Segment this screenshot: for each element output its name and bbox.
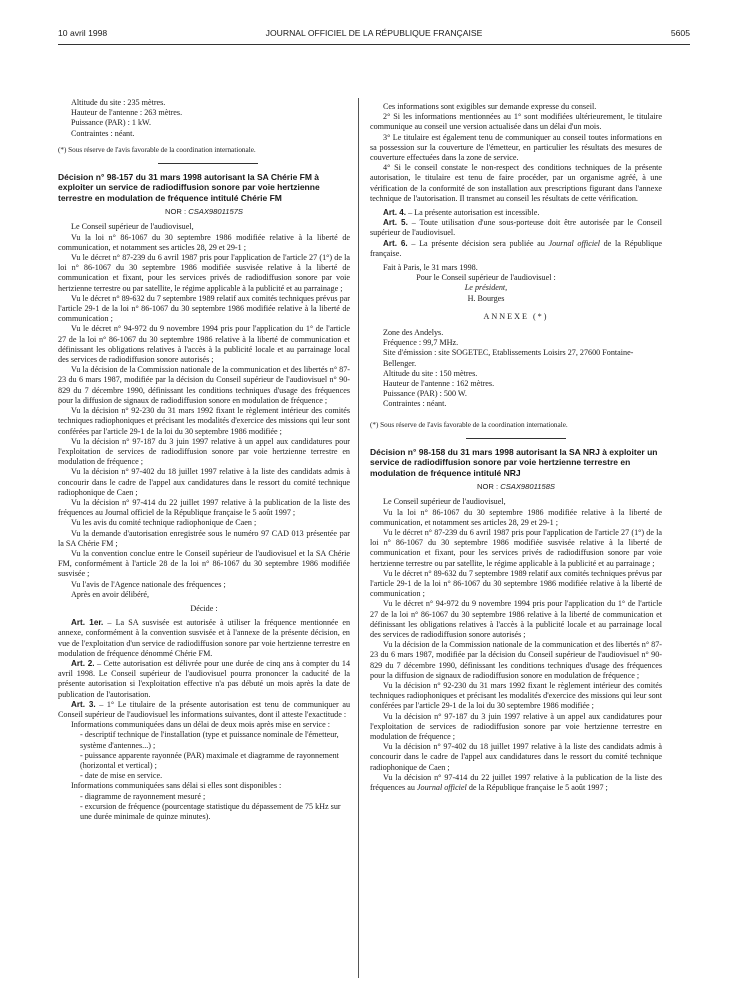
journal-name: Journal officiel (548, 238, 600, 248)
nor-code: CSAX9801158S (500, 482, 555, 492)
list-item: - puissance apparente rayonnée (PAR) maximale et diagramme de rayonnement (horizontal et vertical) ; (80, 750, 339, 770)
paragraph: Vu la décision n° 97-402 du 18 juillet 1997 relative à la liste des candidats admis à concourir dans le cadre de l'appel aux candidatures dans le ressort du comité technique radiophonique de Caen ; (370, 742, 662, 772)
paragraph: Vu le décret n° 87-239 du 6 avril 1987 pris pour l'application de l'article 27 (1°) de la loi n° 86-1067 du 30 septembre 1986 modifiée susvisée relative à la liberté de communication et fixant, pour les services privés de radiodiffusion sonore par voie hertzienne terrestre ou par satellite, le régime applicable à la publicité et au parrainage ; (370, 527, 662, 568)
paragraph: Vu l'avis de l'Agence nationale des fréquences ; (71, 579, 226, 589)
journal-title: JOURNAL OFFICIEL DE LA RÉPUBLIQUE FRANÇAISE (265, 28, 483, 38)
paragraph: 3° Le titulaire est également tenu de communiquer au conseil toutes informations en sa possession sur la couverture de l'émetteur, en particulier les résultats des mesures de couverture effectuées dans la zone de service. (370, 132, 662, 163)
footnote: (*) Sous réserve de l'avis favorable de la coordination internationale. (370, 420, 568, 429)
signature-place-date: Fait à Paris, le 31 mars 1998. (383, 263, 478, 273)
paragraph: Vu le décret n° 94-972 du 9 novembre 1994 pris pour l'application du 1° de l'article 27 de la loi n° 86-1067 du 30 septembre 1986 relative à la liberté de communication et définissant les obligations relatives à l'accès à la publicité locale et au parrainage local des services de radiodiffusion sonore autorisés ; (58, 324, 350, 365)
article-5 (370, 218, 662, 238)
annexe-heading: ANNEXE (*) (483, 311, 549, 321)
info-list (58, 730, 350, 781)
article-text: – La présente autorisation est incessible. (408, 208, 540, 218)
paragraph: Vu la décision n° 97-187 du 3 juin 1997 relative à un appel aux candidatures pour l'exploitation de services de radiodiffusion sonore par voie hertzienne terrestre en modulation de fréquence ; (58, 436, 350, 467)
paragraph: Vu le décret n° 89-632 du 7 septembre 1989 relatif aux comités techniques prévus par l'article 29-1 de la loi n° 86-1067 du 30 septembre 1986 modifiée relative à la liberté de communication ; (58, 293, 350, 324)
paragraph: Informations communiquées sans délai si elles sont disponibles : (71, 781, 282, 791)
annexe-line: Altitude du site : 150 mètres. (383, 368, 478, 378)
nor-label: NOR : (165, 207, 187, 217)
paragraph: Vu la décision n° 92-230 du 31 mars 1992 fixant le règlement intérieur des comités techniques radiophoniques et précisant les modalités d'exercice des missions qui leur sont conférées par l'article 29-1 de la loi du 30 septembre 1986 modifiée ; (58, 406, 350, 436)
paragraph: Vu la loi n° 86-1067 du 30 septembre 1986 modifiée relative à la liberté de communication, et notamment ses articles 28, 29 et 29-1 ; (370, 507, 662, 527)
paragraph: Vu la décision de la Commission nationale de la communication et des libertés n° 87-23 du 6 mars 1987, modifiée par la décision du Conseil supérieur de l'audiovisuel n° 90-829 du 7 décembre 1990, définissant les conditions techniques d'usage des fréquences pour la diffusion de signaux de radiodiffusion sonore en modulation de fréquence ; (58, 365, 350, 405)
annexe-line: Contraintes : néant. (383, 399, 447, 409)
annexe-line: Fréquence : 99,7 MHz. (383, 338, 459, 348)
paragraph: 2° Si les informations mentionnées au 1° sont modifiées ultérieurement, le titulaire communique au conseil une version actualisée dans un délai d'un mois. (370, 112, 662, 132)
paragraph: Le Conseil supérieur de l'audiovisuel, (71, 222, 194, 232)
paragraph: 4° Si le conseil constate le non-respect des conditions techniques de la présente autorisation, le titulaire est tenu de faire procéder, par un organisme agréé, à une vérification de la conformité de son installation aux prescriptions figurant dans l'annexe technique de l'autorisation. Il transmet au conseil les résultats de cette vérification. (370, 163, 662, 203)
site-info (58, 98, 350, 139)
paragraph: Vu le décret n° 87-239 du 6 avril 1987 pris pour l'application de l'article 27 (1°) de la loi n° 86-1067 du 30 septembre 1986 modifiée susvisée relative à la liberté de communication et fixant, pour les services privés de radiodiffusion sonore par voie hertzienne terrestre ou par satellite, le régime applicable à la publicité et au parrainage ; (58, 253, 350, 293)
issue-date: 10 avril 1998 (58, 28, 108, 38)
article-6 (370, 239, 662, 259)
article-text: – La SA susvisée est autorisée à utiliser la fréquence mentionnée en annexe, conformément à la convention susvisée et à l'annexe de la présente décision, en vue de l'exploitation d'un service de radiodiffusion sonore par voie hertzienne terrestre en modulation de fréquence dénommé Chérie FM. (58, 618, 351, 658)
nor-label: NOR : (477, 482, 499, 492)
paragraph: Vu la demande d'autorisation enregistrée sous le numéro 97 CAD 013 présentée par la SA Chérie FM ; (58, 528, 350, 548)
article-4 (370, 208, 662, 218)
site-line: Puissance (PAR) : 1 kW. (71, 118, 151, 128)
decide-heading: Décide : (190, 603, 218, 613)
info-list (58, 792, 350, 823)
decision-title: Décision n° 98-158 du 31 mars 1998 autorisant la SA NRJ à exploiter un service de radiodiffusion sonore par voie hertzienne terrestre en modulation de fréquence intitulé NRJ (370, 446, 658, 478)
article-text: de la République française. (370, 238, 662, 258)
site-line: Contraintes : néant. (71, 128, 135, 138)
paragraph: Vu la décision n° 97-402 du 18 juillet 1997 relative à la liste des candidats admis à concourir dans le cadre de l'appel aux candidatures dans le ressort du comité technique radiophonique de Caen ; (58, 467, 350, 497)
article-label: Art. 2. (71, 658, 95, 668)
page-header (58, 28, 690, 42)
article-2 (58, 659, 350, 700)
article-text: – La présente décision sera publiée au (411, 238, 549, 248)
paragraph: Vu la loi n° 86-1067 du 30 septembre 1986 modifiée relative à la liberté de communication, et notamment ses articles 28, 29 et 29-1 ; (58, 232, 350, 252)
footnote: (*) Sous réserve de l'avis favorable de la coordination internationale. (58, 145, 256, 154)
site-line: Hauteur de l'antenne : 263 mètres. (71, 108, 183, 118)
paragraph-text: Vu la décision n° 97-414 du 22 juillet 1997 relative à la publication de la liste des fréquences au (370, 772, 662, 792)
list-item: - excursion de fréquence (pourcentage statistique du dépassement de 75 kHz sur une durée minimale de quinze minutes). (80, 801, 341, 822)
annexe-details (370, 328, 662, 410)
list-item: - diagramme de rayonnement mesuré ; (80, 791, 206, 801)
article-3 (58, 700, 350, 720)
paragraph-text: de la République française le 5 août 1997 ; (466, 783, 608, 792)
article-label: Art. 1er. (71, 618, 104, 628)
article-label: Art. 4. (383, 208, 407, 218)
left-column (58, 98, 350, 822)
signature-for: Pour le Conseil supérieur de l'audiovisuel : (416, 273, 556, 283)
annexe-line: Hauteur de l'antenne : 162 mètres. (383, 379, 495, 389)
signature-name: H. Bourges (467, 293, 505, 303)
decision-title: Décision n° 98-157 du 31 mars 1998 autorisant la SA Chérie FM à exploiter un service de radiodiffusion sonore par voie hertzienne terrestre en modulation de fréquence intitulé Chérie FM (58, 172, 320, 203)
signature-block (370, 273, 662, 304)
paragraph: Vu la décision de la Commission nationale de la communication et des libertés n° 87-23 du 6 mars 1987, modifiée par la décision du Conseil supérieur de l'audiovisuel n° 90-829 du 7 décembre 1990, définissant les conditions techniques d'usage des fréquences pour la diffusion de signaux de radiodiffusion sonore en modulation de fréquence ; (370, 640, 662, 680)
article-text: – Toute utilisation d'une sous-porteuse doit être autorisée par le Conseil supérieur de l'audiovisuel. (370, 218, 663, 238)
header-rule (58, 44, 690, 45)
separator-rule (466, 438, 566, 439)
paragraph: Vu la décision n° 97-414 du 22 juillet 1997 relative à la publication de la liste des fréquences au Journal officiel de la République française le 5 août 1997 ; (58, 497, 350, 518)
separator-rule (158, 163, 258, 164)
paragraph: Vu la convention conclue entre le Conseil supérieur de l'audiovisuel et la SA Chérie FM, conformément à l'article 28 de la loi n° 86-1067 du 30 septembre 1986 modifiée susvisée ; (58, 548, 350, 579)
column-divider (358, 98, 359, 978)
annexe-line: Site d'émission : site SOGETEC, Etablissements Loisirs 27, 27600 Fontaine-Bellenger. (383, 348, 634, 368)
paragraph: Vu la décision n° 92-230 du 31 mars 1992 fixant le règlement intérieur des comités techniques radiophoniques et précisant les modalités d'exercice des missions qui leur sont conférées par l'article 29-1 de la loi du 30 septembre 1986 modifiée ; (370, 680, 662, 711)
page-number: 5605 (670, 28, 690, 38)
nor-code: CSAX9801157S (188, 207, 243, 217)
paragraph: Le Conseil supérieur de l'audiovisuel, (383, 497, 506, 507)
paragraph: Informations communiquées dans un délai de deux mois après mise en service : (71, 720, 331, 730)
paragraph: Vu les avis du comité technique radiophonique de Caen ; (71, 518, 257, 528)
paragraph: Vu le décret n° 94-972 du 9 novembre 1994 pris pour l'application du 1° de l'article 27 de la loi n° 86-1067 du 30 septembre 1986 relative à la liberté de communication et définissant les obligations relatives à l'accès à la publicité locale et au parrainage local des services de radiodiffusion sonore autorisés ; (370, 599, 662, 639)
article-label: Art. 3. (71, 699, 96, 709)
article-text: – Cette autorisation est délivrée pour une durée de cinq ans à compter du 14 avril 1998. Le Conseil supérieur de l'audiovisuel pourra prononcer la caducité de la présente autorisation si l'exploitation effective n'a pas débuté un mois après la date de publication de l'autorisation. (58, 658, 351, 699)
article-label: Art. 6. (383, 238, 408, 248)
article-1 (58, 618, 350, 659)
article-label: Art. 5. (383, 218, 408, 228)
paragraph: Vu la décision n° 97-187 du 3 juin 1997 relative à un appel aux candidatures pour l'exploitation de services de radiodiffusion sonore par voie hertzienne terrestre en modulation de fréquence ; (370, 711, 662, 741)
nor-reference (370, 482, 662, 492)
right-column (370, 102, 662, 793)
paragraph: Ces informations sont exigibles sur demande expresse du conseil. (383, 102, 597, 111)
paragraph: Après en avoir délibéré, (71, 589, 150, 599)
annexe-line: Puissance (PAR) : 500 W. (383, 389, 467, 399)
signature-role: Le président, (464, 283, 508, 293)
nor-reference (58, 207, 350, 217)
site-line: Altitude du site : 235 mètres. (71, 98, 166, 107)
list-item: - date de mise en service. (80, 771, 163, 781)
paragraph: Vu le décret n° 89-632 du 7 septembre 1989 relatif aux comités techniques prévus par l'article 29-1 de la loi n° 86-1067 du 30 septembre 1986 modifiée relative à la liberté de communication ; (370, 568, 662, 599)
paragraph (370, 773, 662, 793)
journal-name: Journal officiel (416, 783, 467, 792)
annexe-line: Zone des Andelys. (383, 328, 444, 338)
article-text: – 1° Le titulaire de la présente autorisation est tenu de communiquer au Conseil supérieur de l'audiovisuel les informations suivantes, dont il atteste l'exactitude : (58, 699, 351, 719)
list-item: - descriptif technique de l'installation (type et puissance nominale de l'émetteur, système d'antennes...) ; (80, 730, 339, 750)
